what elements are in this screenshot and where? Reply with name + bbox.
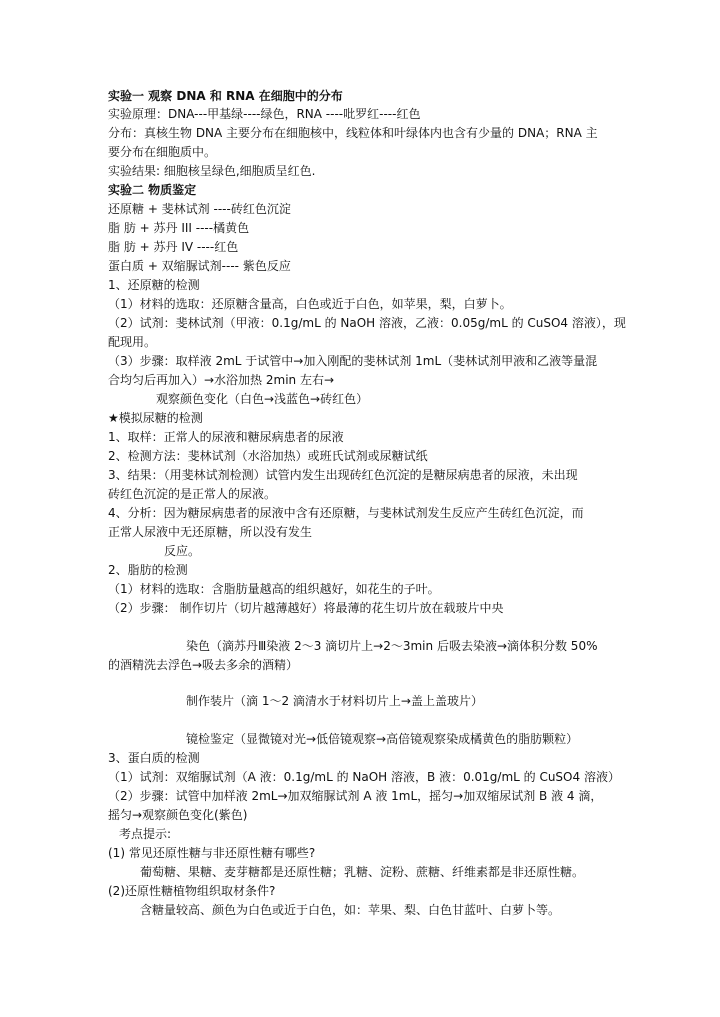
text-line: （1）材料的选取：还原糖含量高，白色或近于白色，如苹果，梨，白萝卜。 (108, 297, 512, 311)
text-line: 合均匀后再加入）→水浴加热 2min 左右→ (108, 373, 335, 387)
text-line: 染色（滴苏丹Ⅲ染液 2～3 滴切片上→2～3min 后吸去染液→滴体积分数 50% (186, 639, 598, 653)
text-line: 4、分析：因为糖尿病患者的尿液中含有还原糖，与斐林试剂发生反应产生砖红色沉淀，而 (108, 506, 584, 520)
text-line: 制作装片（滴 1～2 滴清水于材料切片上→盖上盖玻片） (186, 694, 483, 708)
text-line: （3）步骤：取样液 2mL 于试管中→加入刚配的斐林试剂 1mL（斐林试剂甲液和乙液等量混 (108, 354, 598, 368)
text-line: 要分布在细胞质中。 (108, 145, 217, 159)
text-line: （1）试剂：双缩脲试剂（A 液：0.1g/mL 的 NaOH 溶液，B 液：0.01g/mL 的 CuSO4 溶液） (108, 770, 620, 784)
text-line: （2）步骤：试管中加样液 2mL→加双缩脲试剂 A 液 1mL，摇匀→加双缩尿试剂 B 液 4 滴， (108, 789, 603, 803)
text-line: 葡萄糖、果糖、麦芽糖都是还原性糖；乳糖、淀粉、蔗糖、纤维素都是非还原性糖。 (140, 865, 585, 879)
text-line: 实验原理：DNA---甲基绿----绿色，RNA ----吡罗红----红色 (108, 107, 421, 121)
text-line: 的酒精洗去浮色→吸去多余的酒精） (108, 658, 299, 672)
text-line: 1、取样：正常人的尿液和糖尿病患者的尿液 (108, 430, 344, 444)
text-line: 3、蛋白质的检测 (108, 751, 200, 765)
text-line: 3、结果：（用斐林试剂检测）试管内发生出现砖红色沉淀的是糖尿病患者的尿液，未出现 (108, 468, 578, 482)
text-line: 正常人尿液中无还原糖，所以没有发生 (108, 525, 313, 539)
text-line: 1、还原糖的检测 (108, 278, 200, 292)
text-line: 2、检测方法：斐林试剂（水浴加热）或班氏试剂或尿糖试纸 (108, 449, 428, 463)
text-line: 镜检鉴定（显微镜对光→低倍镜观察→高倍镜观察染成橘黄色的脂肪颗粒） (186, 732, 579, 746)
text-line: 考点提示: (119, 827, 172, 841)
text-line: 含糖量较高、颜色为白色或近于白色，如：苹果、梨、白色甘蓝叶、白萝卜等。 (140, 903, 561, 917)
text-line: 2、脂肪的检测 (108, 563, 188, 577)
text-line: 配现用。 (108, 335, 157, 349)
text-line: 实验二 物质鉴定 (108, 183, 197, 197)
text-line: （2）步骤： 制作切片（切片越薄越好）将最薄的花生切片放在载玻片中央 (108, 601, 504, 615)
text-line: 砖红色沉淀的是正常人的尿液。 (108, 487, 277, 501)
text-line: 蛋白质 + 双缩脲试剂---- 紫色反应 (108, 259, 291, 273)
text-line: ★模拟尿糖的检测 (108, 411, 203, 425)
text-line: 实验结果: 细胞核呈绿色,细胞质呈红色. (108, 164, 316, 178)
text-line: 观察颜色变化（白色→浅蓝色→砖红色） (156, 392, 369, 406)
text-line: 脂 肪 + 苏丹 IV ----红色 (108, 240, 239, 254)
text-line: （2）试剂：斐林试剂（甲液：0.1g/mL 的 NaOH 溶液，乙液：0.05g/mL 的 CuSO4 溶液），现 (108, 316, 626, 330)
text-line: (2)还原性糖植物组织取材条件? (108, 884, 276, 898)
text-line: 实验一 观察 DNA 和 RNA 在细胞中的分布 (108, 89, 343, 103)
text-line: 还原糖 + 斐林试剂 ----砖红色沉淀 (108, 202, 291, 216)
text-line: 分布：真核生物 DNA 主要分布在细胞核中，线粒体和叶绿体内也含有少量的 DNA；RNA 主 (108, 126, 598, 140)
text-line: 摇匀→观察颜色变化(紫色) (108, 808, 248, 822)
text-line: （1）材料的选取：含脂肪量越高的组织越好，如花生的子叶。 (108, 582, 440, 596)
text-line: (1) 常见还原性糖与非还原性糖有哪些? (108, 846, 316, 860)
text-line: 反应。 (164, 544, 201, 558)
text-line: 脂 肪 + 苏丹 III ----橘黄色 (108, 221, 250, 235)
